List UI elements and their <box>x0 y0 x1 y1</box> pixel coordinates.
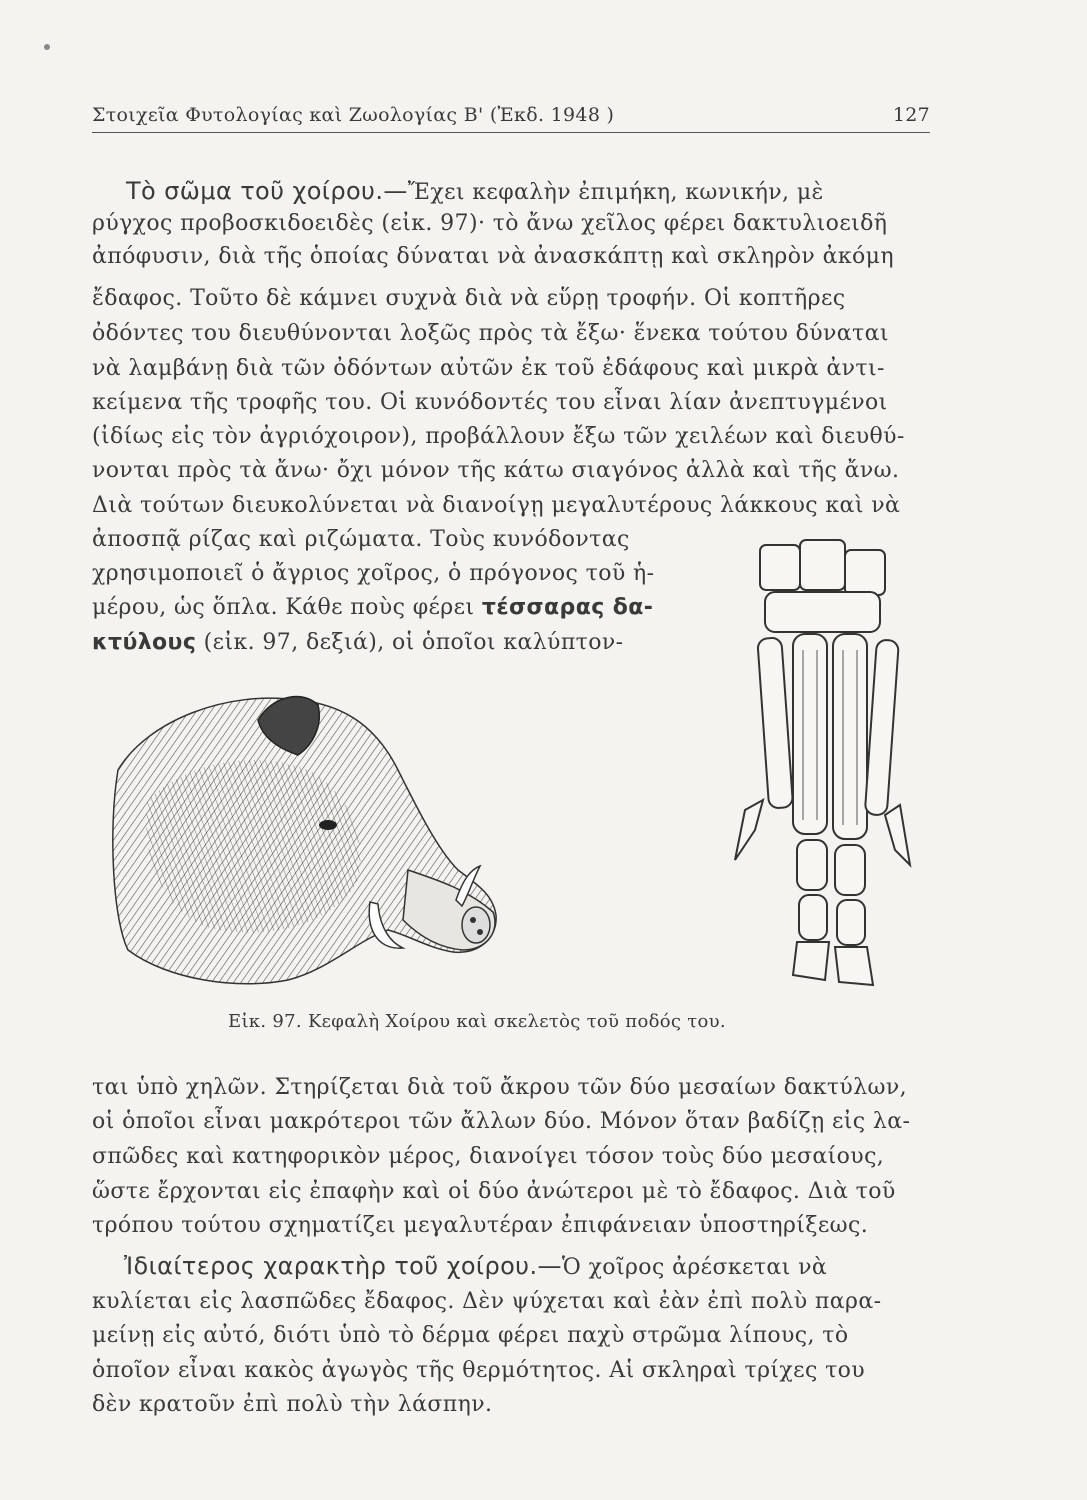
paragraph-line: κείμενα τῆς τροφῆς του. Οἱ κυνόδοντές του εἶναι λίαν ἀνεπτυγμένοι <box>92 390 888 415</box>
paragraph-line: ἔδαφος. Τοῦτο δὲ κάμνει συχνὰ διὰ νὰ εὕρῃ τροφήν. Οἱ κοπτῆρες <box>92 286 846 311</box>
paragraph-line: κυλίεται εἰς λασπῶδες ἔδαφος. Δὲν ψύχεται καὶ ἐὰν ἐπὶ πολὺ παρα- <box>92 1289 882 1314</box>
running-header <box>92 102 930 133</box>
paragraph-line: ται ὑπὸ χηλῶν. Στηρίζεται διὰ τοῦ ἄκρου τῶν δύο μεσαίων δακτύλων, <box>92 1075 908 1100</box>
paragraph-line: νονται πρὸς τὰ ἄνω· ὄχι μόνον τῆς κάτω σιαγόνος ἀλλὰ καὶ τῆς ἄνω. <box>92 458 900 483</box>
paragraph-line: δὲν κρατοῦν ἐπὶ πολὺ τὴν λάσπην. <box>92 1392 493 1417</box>
header-title: Στοιχεῖα Φυτολογίας καὶ Ζωολογίας Β' (Ἐκδ. 1948 ) <box>92 104 615 126</box>
paragraph-line: μείνῃ εἰς αὐτό, διότι ὑπὸ τὸ δέρμα φέρει παχὺ στρῶμα λίπους, τὸ <box>92 1323 849 1348</box>
pig-foot-skeleton-illustration <box>705 530 950 995</box>
paragraph-line: σπῶδες καὶ κατηφορικὸν μέρος, διανοίγει τόσον τοὺς δύο μεσαίους, <box>92 1144 885 1169</box>
paragraph-line: ὁποῖον εἶναι κακὸς ἀγωγὸς τῆς θερμότητος. Αἱ σκληραὶ τρίχες του <box>92 1358 866 1383</box>
paragraph-line: Ἰδιαίτερος χαρακτὴρ τοῦ χοίρου.—Ὁ χοῖρος ἀρέσκεται νὰ <box>124 1252 828 1280</box>
paragraph-line: ρύγχος προβοσκιδοειδὲς (εἰκ. 97)· τὸ ἄνω χεῖλος φέρει δακτυλιοειδῆ <box>92 211 888 236</box>
paragraph-line: οἱ ὁποῖοι εἶναι μακρότεροι τῶν ἄλλων δύο. Μόνον ὅταν βαδίζῃ εἰς λα- <box>92 1109 911 1134</box>
paragraph-line: νὰ λαμβάνῃ διὰ τῶν ὀδόντων αὐτῶν ἐκ τοῦ ἐδάφους καὶ μικρὰ ἀντι- <box>92 356 885 381</box>
paragraph-line: ἀπόφυσιν, διὰ τῆς ὁποίας δύναται νὰ ἀνασκάπτῃ καὶ σκληρὸν ἀκόμη <box>92 244 894 269</box>
paragraph-line: ὥστε ἔρχονται εἰς ἐπαφὴν καὶ οἱ δύο ἀνώτεροι μὲ τὸ ἔδαφος. Διὰ τοῦ <box>92 1179 896 1204</box>
section-heading-body: Τὸ σῶμα τοῦ χοίρου.— <box>126 177 408 205</box>
figure-caption: Εἰκ. 97. Κεφαλὴ Χοίρου καὶ σκελετὸς τοῦ ποδός του. <box>228 1011 726 1032</box>
paragraph-line: ἀποσπᾷ ρίζας καὶ ριζώματα. Τοὺς κυνόδοντας <box>92 527 630 552</box>
boar-head-illustration <box>108 680 508 1000</box>
paragraph-line: μέρου, ὡς ὅπλα. Κάθε ποὺς φέρει τέσσαρας δα- <box>92 595 654 620</box>
section-heading-character: Ἰδιαίτερος χαρακτὴρ τοῦ χοίρου.— <box>124 1252 562 1280</box>
print-speck <box>44 44 50 50</box>
paragraph-line: ὀδόντες του διευθύνονται λοξῶς πρὸς τὰ ἔξω· ἕνεκα τούτου δύναται <box>92 321 889 346</box>
paragraph-line: κτύλους (εἰκ. 97, δεξιά), οἱ ὁποῖοι καλύπτον- <box>92 630 624 655</box>
paragraph-line: τρόπου τούτου σχηματίζει μεγαλυτέραν ἐπιφάνειαν ὑποστηρίξεως. <box>92 1213 869 1238</box>
page-number: 127 <box>892 104 930 126</box>
paragraph-line: Διὰ τούτων διευκολύνεται νὰ διανοίγῃ μεγαλυτέρους λάκκους καὶ νὰ <box>92 493 901 518</box>
bold-phrase: κτύλους <box>92 630 197 655</box>
paragraph-line: (ἰδίως εἰς τὸν ἀγριόχοιρον), προβάλλουν ἔξω τῶν χειλέων καὶ διευθύ- <box>92 424 905 449</box>
bold-phrase: τέσσαρας δα- <box>481 595 654 620</box>
paragraph-line: χρησιμοποιεῖ ὁ ἄγριος χοῖρος, ὁ πρόγονος τοῦ ἡ- <box>92 561 655 586</box>
paragraph-line: Τὸ σῶμα τοῦ χοίρου.—Ἔχει κεφαλὴν ἐπιμήκη, κωνικήν, μὲ <box>126 177 824 205</box>
